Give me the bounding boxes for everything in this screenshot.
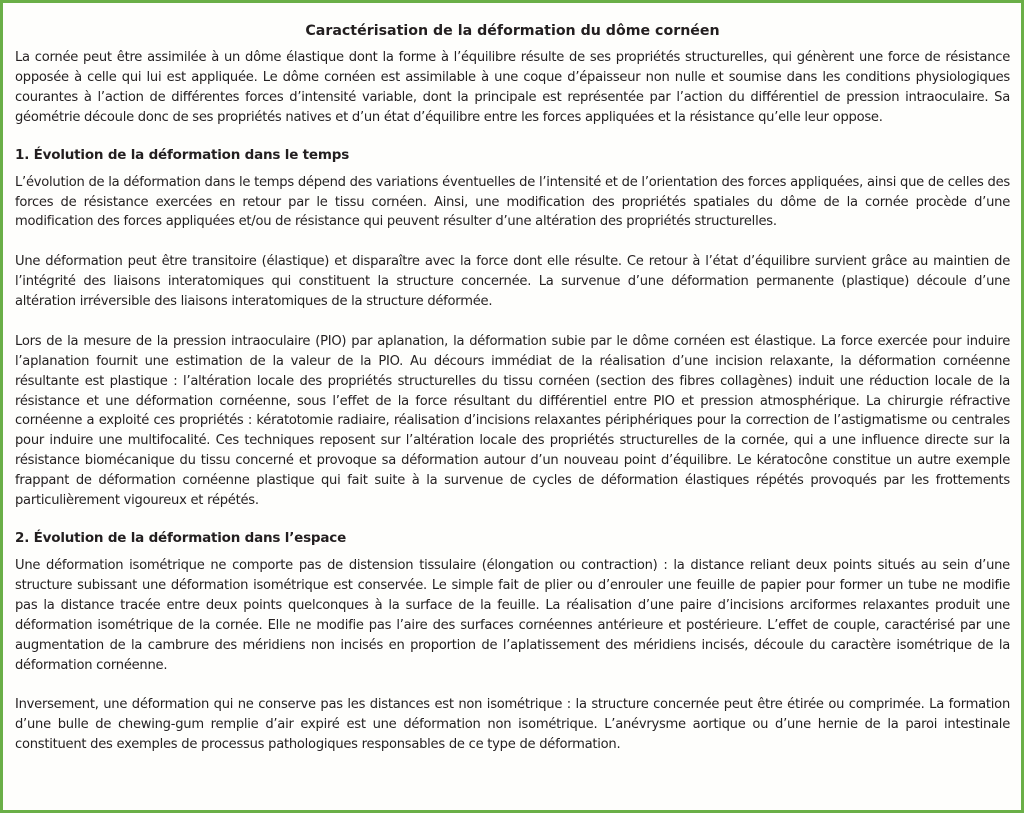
section-2-paragraph-1: Une déformation isométrique ne comporte pas de distension tissulaire (élongation ou contraction) : la distance reliant deux points situés au sein d’une structure subissant une déformation isométrique est conservée. Le simple fait de plier ou d’enrouler une feuille de papier pour former un tube ne modifie pas la distance tracée entre deux points quelconques à la surface de la feuille. La réalisation d’une paire d’incisions arciformes relaxantes produit une déformation isométrique de la cornée. Elle ne modifie pas l’aire des surfaces cornéennes antérieure et postérieure. L’effet de couple, caractérisé par une augmentation de la cambrure des méridiens non incisés en proportion de l’aplatissement des méridiens incisés, découle du caractère isométrique de la déformation cornéenne. — [15, 558, 1010, 673]
intro-paragraph: La cornée peut être assimilée à un dôme élastique dont la forme à l’équilibre résulte de ses propriétés structurelles, qui génèrent une force de résistance opposée à celle qui lui est appliquée. Le dôme cornéen est assimilable à une coque d’épaisseur non nulle et soumise dans les conditions physiologiques courantes à l’action de différentes forces d’intensité variable, dont la principale est représentée par l’action du différentiel de pression intraoculaire. Sa géométrie découle donc de ses propriétés natives et d’un état d’équilibre entre les forces appliquées et la résistance qu’elle leur oppose. — [15, 50, 1010, 125]
document-title: Caractérisation de la déformation du dôme cornéen — [305, 23, 720, 39]
section-1-paragraph-3: Lors de la mesure de la pression intraoculaire (PIO) par aplanation, la déformation subie par le dôme cornéen est élastique. La force exercée pour induire l’aplanation fournit une estimation de la valeur de la PIO. Au décours immédiat de la réalisation d’une incision relaxante, la déformation cornéenne résultante est plastique : l’altération locale des propriétés structurelles du tissu cornéen (section des fibres collagènes) induit une réduction locale de la résistance et une déformation cornéenne, sous l’effet de la force résultant du différentiel entre PIO et pression atmosphérique. La chirurgie réfractive cornéenne a exploité ces propriétés : kératotomie radiaire, réalisation d’incisions relaxantes périphériques pour la correction de l’astigmatisme ou centrales pour induire une multifocalité. Ces techniques reposent sur l’altération locale des propriétés structurelles de la cornée, qui a une influence directe sur la résistance biomécanique du tissu concerné et provoque sa déformation autour d’un nouveau point d’équilibre. Le kératocône constitue un autre exemple frappant de déformation cornéenne plastique qui fait suite à la survenue de cycles de déformation élastiques répétés provoqués par les frottements particulièrement vigoureux et répétés. — [15, 333, 1010, 509]
section-1-paragraph-1: L’évolution de la déformation dans le temps dépend des variations éventuelles de l’intensité et de l’orientation des forces appliquées, ainsi que de celles des forces de résistance exercées en retour par le tissu cornéen. Ainsi, une modification des propriétés spatiales du dôme de la cornée procède d’une modification des forces appliquées et/ou de résistance qui peuvent résulter d’une altération des propriétés structurelles. — [15, 174, 1010, 230]
section-heading-space: 2. Évolution de la déformation dans l’espace — [15, 530, 347, 546]
section-1-paragraph-2: Une déformation peut être transitoire (élastique) et disparaître avec la force dont elle résulte. Ce retour à l’état d’équilibre survient grâce au maintien de l’intégrité des liaisons interatomiques qui constituent la structure concernée. La survenue d’une déformation permanente (plastique) découle d’une altération irréversible des liaisons interatomiques de la structure déformée. — [15, 254, 1010, 310]
section-heading-time: 1. Évolution de la déformation dans le temps — [15, 146, 350, 163]
section-2-paragraph-2: Inversement, une déformation qui ne conserve pas les distances est non isométrique : la structure concernée peut être étirée ou comprimée. La formation d’une bulle de chewing-gum remplie d’air expiré est une déformation non isométrique. L’anévrysme aortique ou d’une hernie de la paroi intestinale constituent des exemples de processus pathologiques responsables de ce type de déformation. — [15, 697, 1010, 753]
